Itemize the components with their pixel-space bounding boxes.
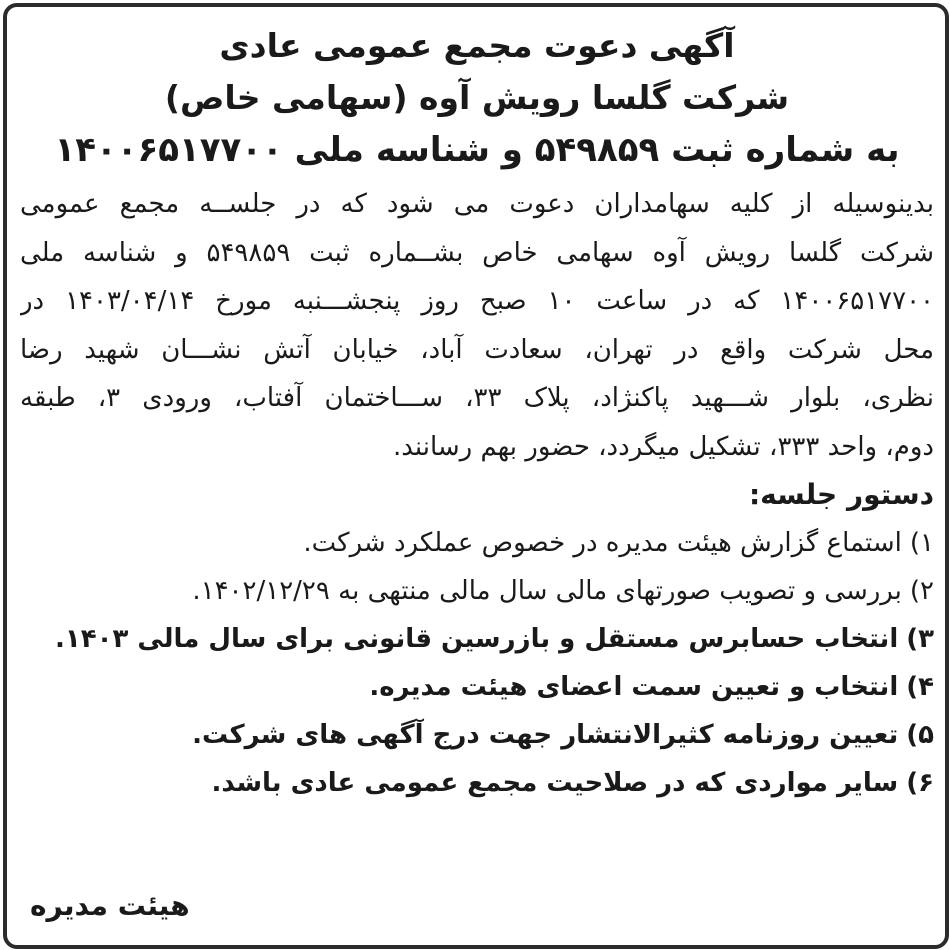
body-line: محل شرکت واقع در تهران، سعادت آباد، خیابان آتش نشـــان شهید رضا [20, 334, 934, 365]
body-line: ۱۴۰۰۶۵۱۷۷۰۰ که در ساعت ۱۰ صبح روز پنجشـــنبه مورخ ۱۴۰۳/۰۴/۱۴ در [20, 286, 934, 316]
body-line: دوم، واحد ۳۳۳، تشکیل میگردد، حضور بهم رسانند. [392, 431, 934, 462]
agenda-item [20, 615, 934, 663]
notice-content [20, 0, 934, 807]
agenda-item-number: ۴) [906, 672, 934, 702]
agenda-item [20, 519, 934, 567]
notice-title: آگهی دعوت مجمع عمومی عادی [219, 26, 735, 65]
body-line: نظری، بلوار شـــهید پاکنژاد، پلاک ۳۳، ســـاختمان آفتاب، ورودی ۳، طبقه [20, 383, 934, 413]
agenda-item-number: ۶) [906, 768, 934, 798]
agenda-item [20, 711, 934, 759]
registration-info: به شماره ثبت ۵۴۹۸۵۹ و شناسه ملی ۱۴۰۰۶۵۱۷۷۰۰ [54, 130, 900, 170]
invitation-body [20, 180, 934, 471]
agenda-item [20, 663, 934, 711]
agenda-item-text: انتخاب حسابرس مستقل و بازرسین قانونی برای سال مالی ۱۴۰۳. [55, 624, 899, 654]
agenda-item-text: بررسی و تصویب صورتهای مالی سال مالی منتهی به ۱۴۰۲/۱۲/۲۹. [192, 576, 902, 606]
agenda-item-text: سایر مواردی که در صلاحیت مجمع عمومی عادی باشد. [211, 768, 899, 798]
agenda-list [20, 519, 934, 807]
agenda-item-number: ۵) [906, 720, 934, 750]
agenda-item-number: ۲) [909, 576, 934, 606]
body-line: شرکت گلسا رویش آوه سهامی خاص بشــماره ثبت ۵۴۹۸۵۹ و شناسه ملی [20, 237, 934, 268]
agenda-item [20, 759, 934, 807]
agenda-heading: دستور جلسه: [748, 478, 934, 511]
signature-board-of-directors: هیئت مدیره [30, 889, 190, 922]
company-name: شرکت گلسا رویش آوه (سهامی خاص) [164, 78, 790, 117]
agenda-item [20, 567, 934, 615]
body-line: بدینوسیله از کلیه سهامداران دعوت می شود که در جلســه مجمع عمومی [20, 189, 934, 219]
agenda-item-text: تعیین روزنامه کثیرالانتشار جهت درج آگهی های شرکت. [192, 720, 899, 750]
agenda-item-text: انتخاب و تعیین سمت اعضای هیئت مدیره. [369, 672, 899, 702]
agenda-item-text: استماع گزارش هیئت مدیره در خصوص عملکرد شرکت. [303, 528, 902, 558]
agenda-item-number: ۱) [909, 528, 934, 558]
agenda-item-number: ۳) [906, 624, 934, 654]
